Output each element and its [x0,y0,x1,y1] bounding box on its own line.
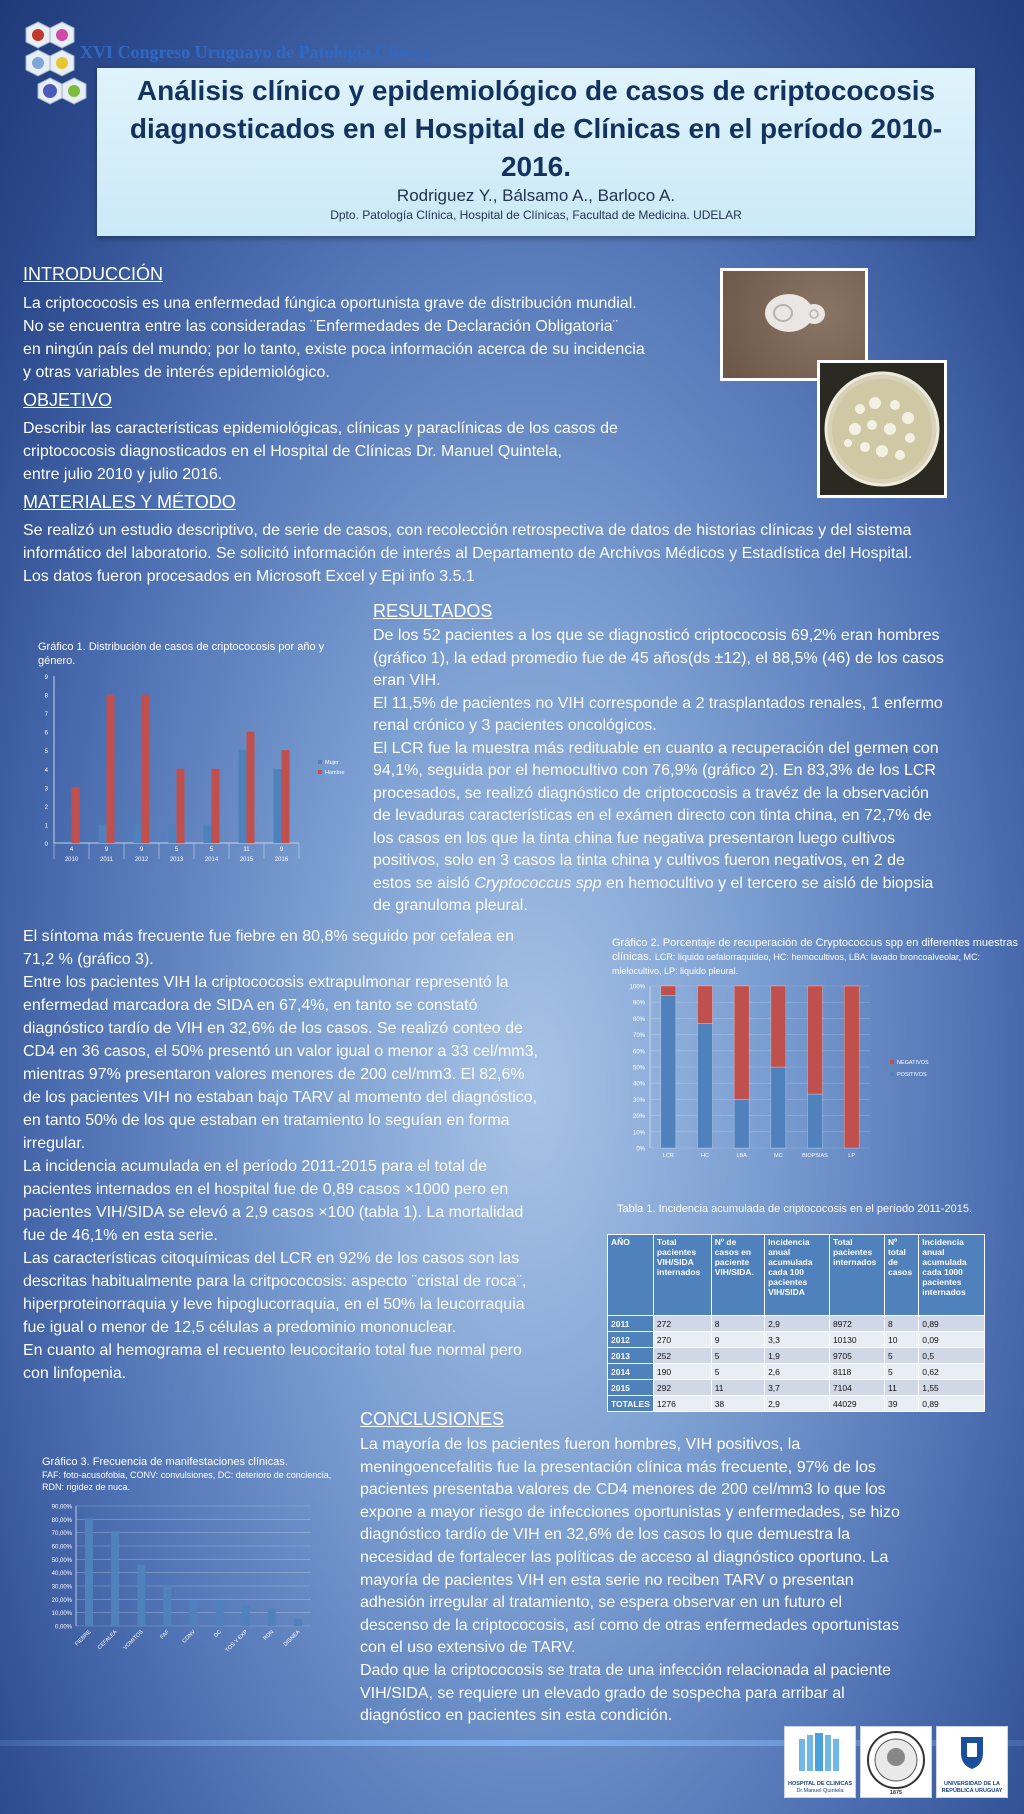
table-cell: 44029 [829,1396,884,1412]
x-tick-label: LBA [736,1153,747,1158]
conclusions-heading: CONCLUSIONES [360,1409,505,1429]
bar [294,1619,302,1626]
y-tick-label: 3 [44,786,48,793]
table-cell: 5 [884,1364,918,1380]
x-tick-label: BIOPSIAS [802,1153,828,1158]
table-cell: 272 [653,1316,711,1332]
conclusions-line: descenso de la criptococosis, así como de otras enfermedades oportunistas [360,1616,899,1634]
clinical-line: hiperproteinorraquia y leve hipoglucorraquia, en el 50% la leucorraquia [23,1296,525,1313]
table-row [608,1364,985,1380]
clinical-line: irregular. [23,1135,86,1152]
chart2-caption [612,936,1022,978]
methods-text [23,519,912,588]
category-total-label: 9 [279,847,284,853]
clinical-line: El síntoma más frecuente fue fiebre en 80,8% seguido por cefalea en [23,928,514,945]
intro-line: La criptococosis es una enfermedad fúngica oportunista grave de distribución mundial. [23,295,637,312]
clinical-line: enfermedad marcadora de SIDA en 67,4%, en tanto se constató [23,997,478,1014]
table-cell: 11 [884,1380,918,1396]
incidence-table [607,1234,985,1412]
conclusions-line: expone a mayor riesgo de infecciones oportunistas y enfermedades, se hizo [360,1503,900,1521]
y-tick-label: 30% [632,1097,645,1104]
table-header: Total pacientes internados [829,1235,884,1316]
category-total-label: 9 [139,847,144,853]
y-tick-label: 0,00% [54,1624,72,1631]
table-cell: 1,55 [919,1380,985,1396]
hospital-logo-text [785,1781,855,1794]
table-cell: 9 [711,1332,764,1348]
results-line: positivos, solo en 3 casos la tinta china y cultivos fueron negativos, en 2 de [373,852,905,869]
table-cell: 8972 [829,1316,884,1332]
x-tick-label: 2012 [134,857,149,863]
clinical-line: pacientes internados en el hospital fue de 0,89 casos ×1000 pero en [23,1181,509,1198]
results-line: los casos en los que la tinta china fue negativa presentaron luego cultivos [373,829,896,847]
y-tick-label: 2 [44,804,48,811]
bar [163,1585,171,1626]
y-tick-label: 10,00% [51,1611,72,1618]
legend-label: Mujer [325,760,339,766]
bar-hombre [142,695,150,843]
methods-heading: MATERIALES Y MÉTODO [23,492,236,512]
x-tick-label: TOS Y EXP [224,1629,250,1654]
table-header: Incidencia anual acumulada cada 100 pacientes VIH/SIDA [765,1235,830,1316]
table-cell: 38 [711,1396,764,1412]
table-cell: 2012 [608,1332,654,1348]
clinical-line: 71,2 % (gráfico 3). [23,951,154,968]
udelar-name: UNIVERSIDAD DE LA REPÚBLICA URUGUAY [941,1781,1003,1794]
category-total-label: 5 [209,847,214,853]
clinical-line: en tanto 50% de los que estaban en tratamiento lo seguían en forma [23,1112,510,1129]
clinical-line: descritas habitualmente para la critpococosis: aspecto ¨cristal de roca¨, [23,1273,527,1290]
intro-text [23,292,645,384]
bar-mujer [169,824,177,843]
results-heading: RESULTADOS [373,601,493,621]
bar [190,1600,198,1626]
legend-swatch [890,1072,894,1076]
conclusions-line: con el uso extensivo de TARV. [360,1639,576,1657]
y-tick-label: 90% [632,1000,645,1007]
table-cell: 8118 [829,1364,884,1380]
bar-mujer [99,824,107,843]
legend-label: Hombre [325,770,345,776]
x-tick-label: 2014 [204,857,219,863]
methods-line: Se realizó un estudio descriptivo, de serie de casos, con recolección retrospectiva de datos de historias clínicas y del sistema [23,522,912,539]
y-tick-label: 70,00% [51,1531,72,1538]
y-tick-label: 7 [44,712,48,719]
results-line: de levaduras características en el exámen directo con tinta china, en 72,7% de [373,807,932,824]
results-line: procesados, se realizó diagnóstico de criptococosis a travéz de la observación [373,784,929,802]
clinical-line: fue de 46,1% en esta serie. [23,1227,218,1244]
table-cell: 0,5 [919,1348,985,1364]
bar [242,1605,250,1626]
methods-line: informático del laboratorio. Se solicitó información de interés al Departamento de Archivos Médicos y Estadística del Hospital. [23,545,913,562]
bar-mujer [204,824,212,843]
culture-plate-image [817,360,947,498]
table-cell: 2,9 [765,1316,830,1332]
x-tick-label: LCR [662,1153,674,1158]
y-tick-label: 40,00% [51,1571,72,1578]
table-row [608,1396,985,1412]
table-cell: 2014 [608,1364,654,1380]
stacked-bar-positivos [661,996,676,1148]
results-fragment: estos se aisló [373,874,475,892]
table-cell: 8 [884,1316,918,1332]
y-tick-label: 6 [44,730,48,737]
legend-label: NEGATIVOS [897,1060,929,1066]
category-total-label: 5 [174,847,179,853]
table-cell: 0,89 [919,1316,985,1332]
table-row [608,1348,985,1364]
clinical-line: pacientes VIH/SIDA se elevó a 2,9 casos ×100 (tabla 1). La mortalidad [23,1204,524,1221]
table-cell: 2011 [608,1316,654,1332]
stacked-bar-positivos [808,1094,823,1148]
conclusions-line: pacientes presentaba valores de CD4 menores de 200 cel/mm3 lo que los [360,1481,886,1499]
y-tick-label: 50% [632,1065,645,1072]
intro-line: No se encuentra entre las consideradas ¨Enfermedades de Declaración Obligatoria¨ [23,318,618,335]
y-tick-label: 5 [44,749,48,756]
table-row [608,1332,985,1348]
table-cell: 11 [711,1380,764,1396]
table-cell: 8 [711,1316,764,1332]
table-cell: 3,7 [765,1380,830,1396]
y-tick-label: 100% [629,984,645,991]
clinical-text [23,925,538,1385]
table-header: Nº de casos en paciente VIH/SIDA. [711,1235,764,1316]
table-row [608,1380,985,1396]
stacked-bar-negativos [734,986,749,1099]
table-cell: 270 [653,1332,711,1348]
table-cell: 0,89 [919,1396,985,1412]
intro-line: en ningún país del mundo; por lo tanto, existe poca información acerca de su incidencia [23,341,645,358]
intro-heading: INTRODUCCIÓN [23,264,163,284]
clinical-line: mientras 97% presentaron valores menores de 200 cel/mm3. El 82,6% [23,1066,525,1083]
y-tick-label: 0 [44,842,48,848]
category-total-label: 9 [104,847,109,853]
clinical-line: En cuanto al hemograma el recuento leucocitario total fue normal pero [23,1342,522,1359]
y-tick-label: 9 [44,675,48,681]
results-line: de granuloma pleural. [373,897,528,914]
hospital-logo [784,1726,856,1798]
y-tick-label: 0% [636,1146,645,1153]
bar [137,1565,145,1626]
table-cell: 0,62 [919,1364,985,1380]
table-header: Total pacientes VIH/SIDA internados [653,1235,711,1316]
objective-text [23,417,618,486]
table-header-row [608,1235,985,1316]
results-line: eran VIH. [373,672,441,689]
x-tick-label: VOMITOS [122,1629,145,1652]
objective-heading: OBJETIVO [23,390,113,410]
bar-hombre [212,769,220,843]
results-line: 94,1%, seguida por el hemocultivo con 76,9% (gráfico 2). En 83,3% de los LCR [373,762,936,779]
chart3-title: Gráfico 3. Frecuencia de manifestaciones clínicas. [42,1456,288,1468]
table-cell: 252 [653,1348,711,1364]
table-header: Incidencia anual acumulada cada 1000 pacientes internados [919,1235,985,1316]
chart3 [36,1498,326,1668]
bar-hombre [247,732,255,843]
results-line [373,873,944,896]
table-cell: TOTALES [608,1396,654,1412]
chart1 [34,668,374,870]
table-cell: 10 [884,1332,918,1348]
hospital-subname: Dr.Manuel Quintela [796,1787,844,1794]
clinical-line: fue igual o menor de 12,5 células a predominio mononuclear. [23,1319,457,1336]
bar [268,1609,276,1626]
table-cell: 2,6 [765,1364,830,1380]
x-tick-label: RDN [262,1629,276,1642]
x-tick-label: HC [701,1153,709,1158]
table-cell: 39 [884,1396,918,1412]
results-line: (gráfico 1), la edad promedio fue de 45 años(ds ±12), el 88,5% (46) de los casos [373,649,944,667]
results-text [373,625,944,918]
legend-label: POSITIVOS [897,1072,927,1078]
objective-line: criptococosis diagnosticados en el Hospital de Clínicas Dr. Manuel Quintela, [23,443,562,460]
y-tick-label: 70% [632,1033,645,1040]
title-box [97,68,975,236]
stacked-bar-positivos [698,1023,713,1148]
clinical-line: de los pacientes VIH no estaban bajo TARV al momento del diagnóstico, [23,1089,538,1106]
bar-mujer [274,769,282,843]
table1-caption: Tabla 1. Incidencia acumulada de criptococosis en el período 2011-2015. [617,1203,973,1215]
legend-swatch [318,760,322,764]
x-tick-label: CONV [181,1629,197,1645]
table-header: AÑO [608,1235,654,1316]
bar [216,1600,224,1626]
conclusions-line: diagnóstico en pacientes sin esta condición. [360,1707,673,1725]
table-cell: 0,09 [919,1332,985,1348]
stacked-bar-positivos [771,1067,786,1148]
table-cell: 2,9 [765,1396,830,1412]
y-tick-label: 90,00% [51,1504,72,1511]
table-cell: 2015 [608,1380,654,1396]
clinical-line: Las características citoquímicas del LCR en 92% de los casos son las [23,1250,520,1267]
stacked-bar-negativos [698,986,713,1023]
y-tick-label: 20% [632,1114,645,1121]
bar-hombre [282,750,290,843]
clinical-line: con linfopenia. [23,1365,127,1382]
congress-name: XVI Congreso Uruguayo de Patología Clínica [80,42,431,62]
conclusions-text [360,1434,900,1728]
y-tick-label: 80% [632,1016,645,1023]
poster-title: Análisis clínico y epidemiológico de casos de criptococosis diagnosticados en el Hospital de Clínicas en el período 2010-2016. [129,75,943,182]
objective-line: Describir las características epidemiológicas, clínicas y paraclínicas de los casos de [23,420,618,437]
seal-year: 1875 [889,1789,903,1796]
clinical-line: Entre los pacientes VIH la criptococosis extrapulmonar representó la [23,974,509,991]
x-tick-label: FAF [159,1629,171,1641]
stacked-bar-negativos [808,986,823,1094]
category-total-label: 11 [243,847,250,853]
x-tick-label: 2016 [274,857,289,863]
table-cell: 2013 [608,1348,654,1364]
chart3-note: FAF: foto-acusofobia, CONV: convulsiones, DC: deterioro de conciencia, RDN: rigidez de nuca. [42,1470,332,1492]
table-cell: 5 [884,1348,918,1364]
clinical-line: La incidencia acumulada en el período 2011-2015 para el total de [23,1158,488,1175]
results-line: El 11,5% de pacientes no VIH corresponde a 2 trasplantados renales, 1 enfermo [373,694,943,712]
hospital-name: HOSPITAL DE CLINICAS [788,1781,852,1787]
organism-name: Cryptococcus spp [474,874,602,892]
bar-mujer [134,824,142,843]
x-tick-label: LP [848,1153,856,1158]
bar-hombre [72,787,80,843]
table-cell: 3,3 [765,1332,830,1348]
x-tick-label: CEFALEA [96,1629,119,1651]
y-tick-label: 60% [632,1049,645,1056]
legend-swatch [890,1060,894,1064]
y-tick-label: 50,00% [51,1557,72,1564]
results-line: El LCR fue la muestra más redituable en cuanto a recuperación del germen con [373,739,939,757]
chart3-caption [42,1455,332,1493]
category-total-label: 4 [69,847,74,853]
x-tick-label: MC [774,1153,783,1158]
bar-hombre [177,769,185,843]
table-cell: 292 [653,1380,711,1396]
department: Dpto. Patología Clínica, Hospital de Clínicas, Facultad de Medicina. UDELAR [330,208,742,222]
conclusions-line: La mayoría de los pacientes fueron hombres, VIH positivos, la [360,1436,801,1453]
methods-line: Los datos fueron procesados en Microsoft Excel y Epi info 3.5.1 [23,568,475,585]
stacked-bar-negativos [771,986,786,1067]
objective-line: entre julio 2010 y julio 2016. [23,466,223,483]
results-fragment: en hemocultivo y el tercero se aisló de biopsia [601,874,934,892]
conclusions-line: necesidad de fortalecer las políticas de acceso al diagnóstico oportuno. La [360,1548,889,1566]
y-tick-label: 20,00% [51,1597,72,1604]
y-tick-label: 40% [632,1081,645,1088]
table-cell: 5 [711,1364,764,1380]
y-tick-label: 1 [44,823,48,830]
y-tick-label: 30,00% [51,1584,72,1591]
authors: Rodriguez Y., Bálsamo A., Barloco A. [396,186,676,205]
y-tick-label: 4 [44,767,48,774]
bar-mujer [239,750,247,843]
x-tick-label: 2015 [239,857,254,863]
chart2-note: LCR: liquido cefalorraquideo, HC: hemocultivos, LBA: lavado broncoalveolar, MC: mielocultivo, LP: liquido pleural. [612,952,980,976]
conclusions-line: mayoría de pacientes VIH en esta serie no reciben TARV o presentan [360,1571,854,1589]
table-cell: 10130 [829,1332,884,1348]
table-cell: 190 [653,1364,711,1380]
udelar-logo [936,1726,1008,1798]
chart1-caption: Gráfico 1. Distribución de casos de criptococosis por año y género. [38,641,325,667]
y-tick-label: 8 [44,693,48,700]
table-cell: 7104 [829,1380,884,1396]
y-tick-label: 60,00% [51,1544,72,1551]
y-tick-label: 10% [632,1130,645,1137]
y-tick-label: 80,00% [51,1517,72,1524]
table-cell: 1276 [653,1396,711,1412]
clinical-line: diagnóstico tardío de VIH en 32,6% de los casos. Se realizó conteo de [23,1020,523,1037]
bar [85,1518,93,1626]
bar-hombre [107,695,115,843]
x-tick-label: FIEBRE [74,1629,93,1648]
stacked-bar-positivos [734,1099,749,1148]
table-row [608,1316,985,1332]
table-cell: 5 [711,1348,764,1364]
conclusions-line: VIH/SIDA, se requiere un elevado grado de sospecha para arribar al [360,1684,845,1702]
chart2-title: Gráfico 2. Porcentaje de recuperación de Cryptococcus spp en diferentes muestras clínicas. [612,937,1018,963]
results-line: De los 52 pacientes a los que se diagnosticó criptococosis 69,2% eran hombres [373,627,940,644]
conclusions-line: meningoencefalitis fue la presentación clínica más frecuente, 97% de los [360,1458,876,1476]
x-tick-label: 2011 [100,857,113,863]
results-line: renal crónico y 3 pacientes oncológicos. [373,717,657,734]
table-cell: 9705 [829,1348,884,1364]
congress-logo [18,20,98,120]
legend-swatch [318,770,322,774]
conclusions-line: Dado que la criptococosis se trata de una infección relacionada al paciente [360,1661,891,1679]
intro-line: y otras variables de interés epidemiológico. [23,364,330,381]
clinical-line: CD4 en 36 casos, el 50% presentó un valor igual o menor a 33 cel/mm3, [23,1043,538,1060]
x-tick-label: DC [213,1629,224,1640]
stacked-bar-negativos [844,986,859,1148]
x-tick-label: DISNEA [282,1629,302,1648]
faculty-seal-logo [860,1726,932,1798]
conclusions-line: diagnóstico tardío de VIH en 32,6% de los casos lo que demuestra la [360,1526,851,1544]
bar [111,1531,119,1626]
conclusions-line: adhesión irregular al tratamiento, se espera observar en un futuro el [360,1594,843,1612]
chart2 [618,980,1018,1158]
table-header: Nº total de casos [884,1235,918,1316]
x-tick-label: 2013 [169,857,184,863]
table-cell: 1,9 [765,1348,830,1364]
stacked-bar-negativos [661,986,676,996]
x-tick-label: 2010 [64,857,79,863]
